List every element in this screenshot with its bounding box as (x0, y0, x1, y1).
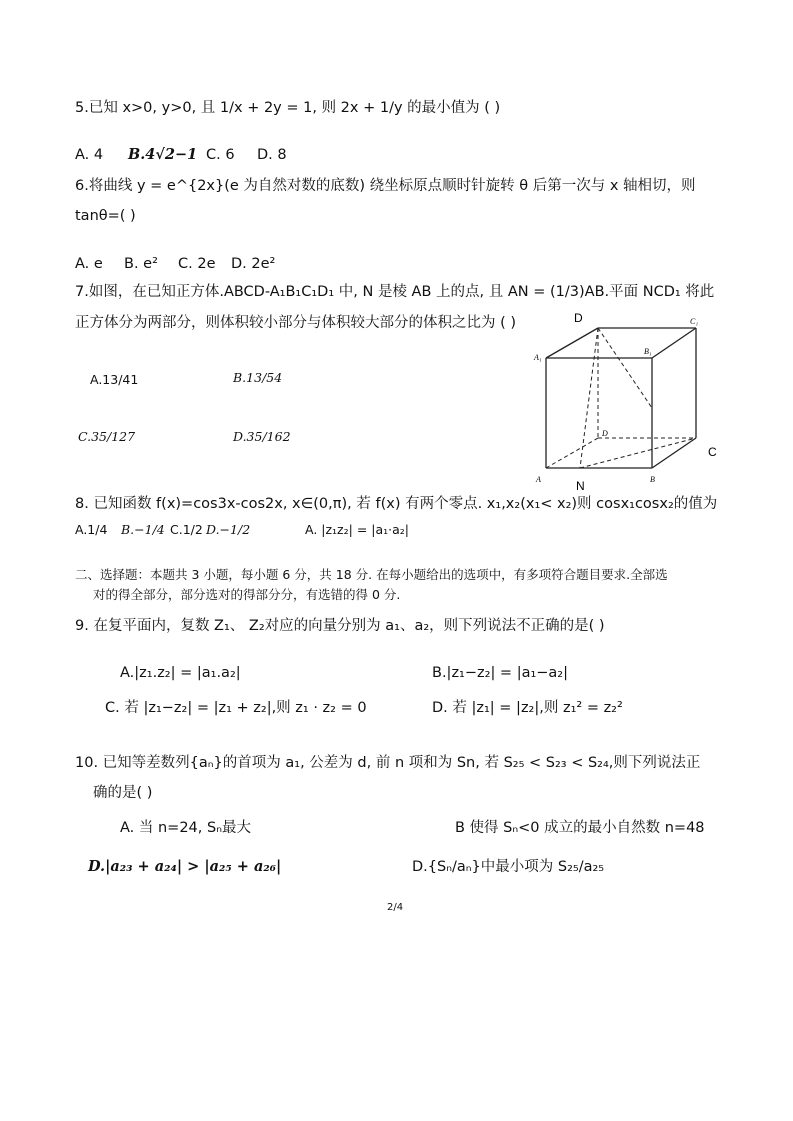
cube-label-a: A (536, 475, 541, 484)
q8-option-d: D.−1/2 (206, 522, 251, 537)
q10-stem-line2: 确的是( ) (93, 785, 153, 801)
cube-figure (530, 308, 730, 490)
cube-label-d-top: D (574, 311, 583, 325)
q7-option-d: D.35/162 (233, 429, 291, 444)
q6-option-b: B. e² (124, 256, 158, 272)
q9-stem: 9. 在复平面内，复数 Z₁、 Z₂对应的向量分别为 a₁、a₂，则下列说法不正确的是( ) (75, 618, 605, 634)
q5-option-d: D. 8 (257, 147, 287, 163)
cube-label-c: C (708, 445, 717, 459)
section2-line1: 二、选择题：本题共 3 小题，每小题 6 分，共 18 分. 在每小题给出的选项中，有多项符合题目要求.全部选 (75, 567, 668, 582)
q8-stem: 8. 已知函数 f(x)=cos3x-cos2x, x∈(0,π), 若 f(x) 有两个零点. x₁,x₂(x₁< x₂)则 cosx₁cosx₂的值为 (75, 496, 718, 512)
q6-option-c: C. 2e (178, 256, 216, 272)
q8-option-b: B.−1/4 (121, 522, 165, 537)
q7-stem-line1: 7.如图，在已知正方体.ABCD-A₁B₁C₁D₁ 中, N 是棱 AB 上的点, 且 AN = (1/3)AB.平面 NCD₁ 将此 (75, 284, 715, 300)
q9-option-c: C. 若 |z₁−z₂| = |z₁ + z₂|,则 z₁ · z₂ = 0 (105, 700, 367, 716)
q7-stem-line2: 正方体分为两部分，则体积较小部分与体积较大部分的体积之比为 ( ) (75, 315, 517, 331)
q10-option-d: D.{Sₙ/aₙ}中最小项为 S₂₅/a₂₅ (412, 859, 605, 875)
q9-option-a: A.|z₁.z₂| = |a₁.a₂| (120, 665, 241, 681)
cube-label-a1: A₁ (534, 353, 542, 362)
q7-option-c: C.35/127 (78, 429, 136, 444)
q6-option-d: D. 2e² (231, 256, 276, 272)
section2-line2: 对的得全部分，部分选对的得部分分，有选错的得 0 分. (93, 587, 401, 602)
q9-option-d: D. 若 |z₁| = |z₂|,则 z₁² = z₂² (432, 700, 623, 716)
q6-stem-line2: tanθ=( ) (75, 208, 136, 224)
q10-option-b: B 使得 Sₙ<0 成立的最小自然数 n=48 (455, 820, 705, 836)
q5-option-c: C. 6 (206, 147, 235, 163)
q8-option-c: C.1/2 (170, 522, 203, 537)
q10-option-a: A. 当 n=24, Sₙ最大 (120, 820, 251, 836)
cube-label-b: B (650, 475, 655, 484)
cube-label-c1: C₁ (690, 317, 699, 326)
q5-option-a: A. 4 (75, 147, 104, 163)
q7-option-b: B.13/54 (233, 370, 283, 385)
q10-stem-line1: 10. 已知等差数列{aₙ}的首项为 a₁, 公差为 d, 前 n 项和为 Sn, 若 S₂₅ < S₂₃ < S₂₄,则下列说法正 (75, 755, 701, 771)
cube-label-n: N (576, 479, 585, 490)
q8-option-a: A.1/4 (75, 522, 108, 537)
page-number: 2/4 (387, 902, 404, 913)
q6-option-a: A. e (75, 256, 103, 272)
q10-option-c: D.|a₂₃ + a₂₄| > |a₂₅ + a₂₆| (88, 858, 282, 875)
q9-option-b: B.|z₁−z₂| = |a₁−a₂| (432, 665, 569, 681)
q5-stem: 5.已知 x>0, y>0, 且 1/x + 2y = 1, 则 2x + 1/y 的最小值为 ( ) (75, 100, 501, 116)
q5-option-b: B.4√2−1 (128, 146, 198, 163)
q7-option-a: A.13/41 (90, 372, 139, 387)
cube-label-b1: B₁ (644, 347, 652, 356)
cube-label-d-inner: D (602, 429, 608, 438)
q6-stem-line1: 6.将曲线 y = e^{2x}(e 为自然对数的底数) 绕坐标原点顺时针旋转 θ 后第一次与 x 轴相切，则 (75, 178, 696, 194)
q8-stray-text: A. |z₁z₂| = |a₁·a₂| (305, 522, 410, 537)
